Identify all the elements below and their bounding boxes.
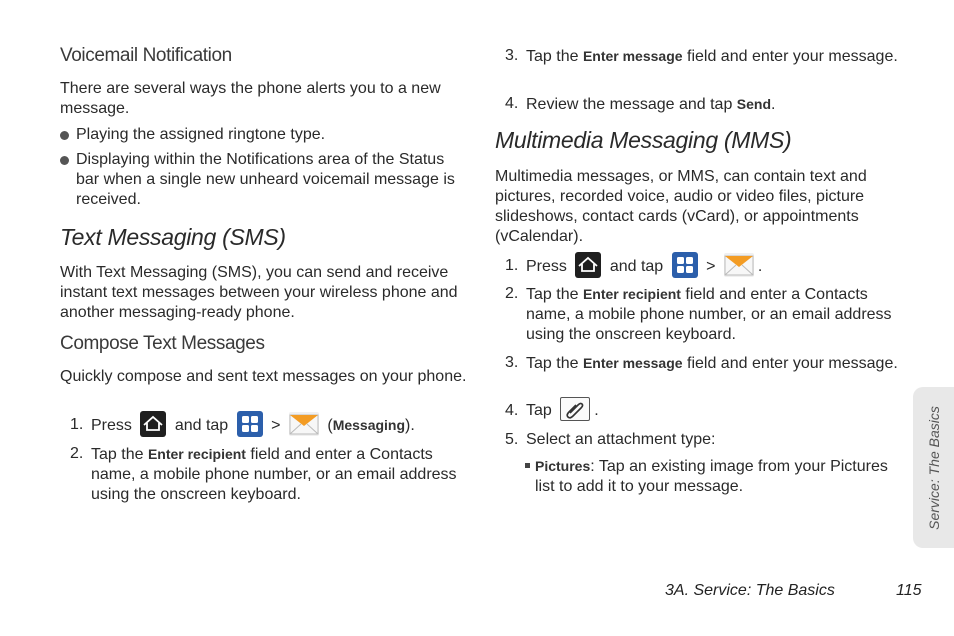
page-number: 115	[896, 582, 922, 599]
section-tab-label: Service: The Basics	[925, 405, 942, 530]
mms-step-2: 2. Tap the Enter recipient field and enter a Contacts name, a mobile phone number, or an email address using the onscreen keyboard.	[505, 285, 892, 343]
footer-section: 3A. Service: The Basics	[665, 582, 835, 599]
apps-grid-icon	[672, 252, 698, 278]
home-icon	[140, 411, 166, 437]
list-item: Pictures: Tap an existing image from your Pictures list to add it to your message.	[525, 456, 905, 497]
list-item: Displaying within the Notifications area of the Status bar when a single new unheard voicemail message is received.	[60, 150, 470, 210]
sms-intro: With Text Messaging (SMS), you can send and receive instant text messages between your wireless phone and another messaging-ready phone.	[60, 264, 458, 321]
mms-step-3: 3. Tap the Enter message field and enter your message.	[505, 354, 898, 372]
step-3: 3. Tap the Enter message field and enter your message.	[505, 47, 898, 65]
step-4: 4. Review the message and tap Send.	[505, 95, 776, 113]
mms-step-4: 4. Tap .	[505, 401, 905, 421]
sms-heading: Text Messaging (SMS)	[60, 224, 286, 250]
step-2: 2. Tap the Enter recipient field and enter a Contacts name, a mobile phone number, or an email address using the onscreen keyboard.	[70, 445, 457, 503]
bullet-icon	[525, 463, 530, 468]
voicemail-intro: There are several ways the phone alerts you to a new message.	[60, 80, 441, 117]
mms-step-1: 1. Press and tap > .	[505, 256, 905, 278]
voicemail-heading: Voicemail Notification	[60, 45, 232, 66]
compose-intro: Quickly compose and sent text messages on your phone.	[60, 368, 467, 385]
step-1: 1. Press and tap > (Messaging).	[70, 415, 470, 437]
paperclip-icon	[560, 397, 590, 421]
home-icon	[575, 252, 601, 278]
mms-step-5: 5. Select an attachment type:	[505, 431, 716, 448]
envelope-icon	[724, 253, 754, 277]
list-item: Playing the assigned ringtone type.	[60, 125, 470, 145]
apps-grid-icon	[237, 411, 263, 437]
bullet-icon	[60, 156, 69, 165]
mms-heading: Multimedia Messaging (MMS)	[495, 127, 792, 153]
envelope-icon	[289, 412, 319, 436]
compose-heading: Compose Text Messages	[60, 333, 265, 354]
bullet-icon	[60, 131, 69, 140]
mms-intro: Multimedia messages, or MMS, can contain text and pictures, recorded voice, audio or video files, picture slideshows, contact cards (vCard), or appointments (vCalendar).	[495, 168, 867, 245]
section-tab	[913, 387, 954, 548]
